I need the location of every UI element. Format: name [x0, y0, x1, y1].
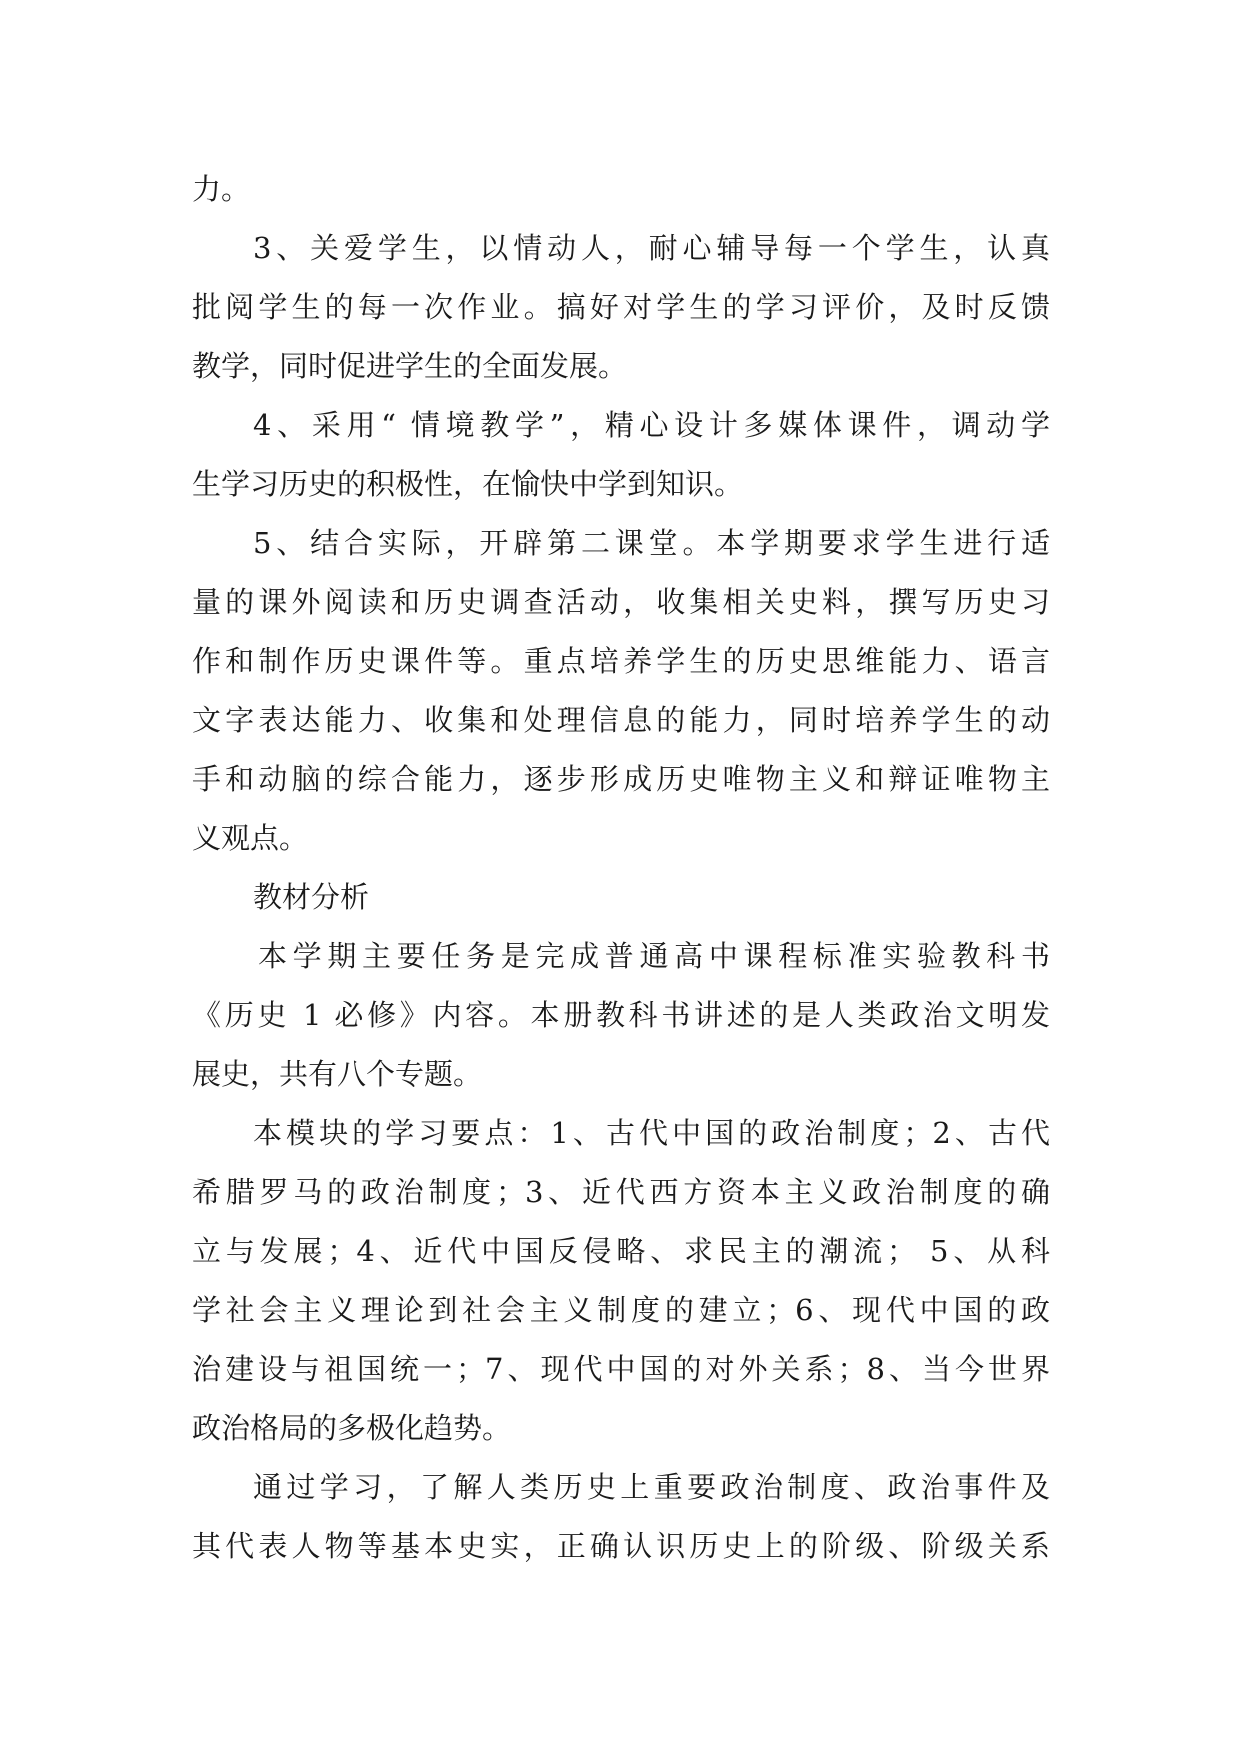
- text-line: 生学习历史的积极性，在愉快中学到知识。: [192, 467, 744, 501]
- text-line: 义观点。: [192, 821, 309, 855]
- text-line: 5、结合实际，开辟第二课堂。本学期要求学生进行适: [253, 526, 1050, 560]
- text-line: 本学期主要任务是完成普通高中课程标准实验教科书: [258, 939, 1050, 973]
- text-line: 教学，同时促进学生的全面发展。: [192, 349, 628, 383]
- text-line: 3、关爱学生，以情动人，耐心辅导每一个学生，认真: [253, 231, 1050, 265]
- text-line: 政治格局的多极化趋势。: [192, 1411, 512, 1445]
- text-line: 学社会主义理论到社会主义制度的建立；6、现代中国的政: [192, 1293, 1050, 1327]
- text-line: 《历史 1 必修》内容。本册教科书讲述的是人类政治文明发: [192, 998, 1050, 1032]
- section-heading: 教材分析: [253, 880, 370, 914]
- text-line: 希腊罗马的政治制度；3、近代西方资本主义政治制度的确: [192, 1175, 1050, 1209]
- text-line: 文字表达能力、收集和处理信息的能力，同时培养学生的动: [192, 703, 1050, 737]
- text-line: 批阅学生的每一次作业。搞好对学生的学习评价，及时反馈: [192, 290, 1050, 324]
- text-line: 量的课外阅读和历史调查活动，收集相关史料，撰写历史习: [192, 585, 1050, 619]
- text-line: 手和动脑的综合能力，逐步形成历史唯物主义和辩证唯物主: [192, 762, 1050, 796]
- text-line: 其代表人物等基本史实，正确认识历史上的阶级、阶级关系: [192, 1529, 1050, 1563]
- text-line: 力。: [192, 172, 251, 206]
- document-body: [192, 160, 1050, 1576]
- text-line: 本模块的学习要点：1、古代中国的政治制度；2、古代: [253, 1116, 1050, 1150]
- text-line: 作和制作历史课件等。重点培养学生的历史思维能力、语言: [192, 644, 1050, 678]
- text-line: 通过学习，了解人类历史上重要政治制度、政治事件及: [253, 1470, 1050, 1504]
- text-line: 4、采用“ 情境教学”，精心设计多媒体课件，调动学: [253, 408, 1050, 442]
- text-line: 立与发展；4、近代中国反侵略、求民主的潮流； 5、从科: [192, 1234, 1050, 1268]
- text-line: 展史，共有八个专题。: [192, 1057, 483, 1091]
- text-line: 治建设与祖国统一；7、现代中国的对外关系；8、当今世界: [192, 1352, 1050, 1386]
